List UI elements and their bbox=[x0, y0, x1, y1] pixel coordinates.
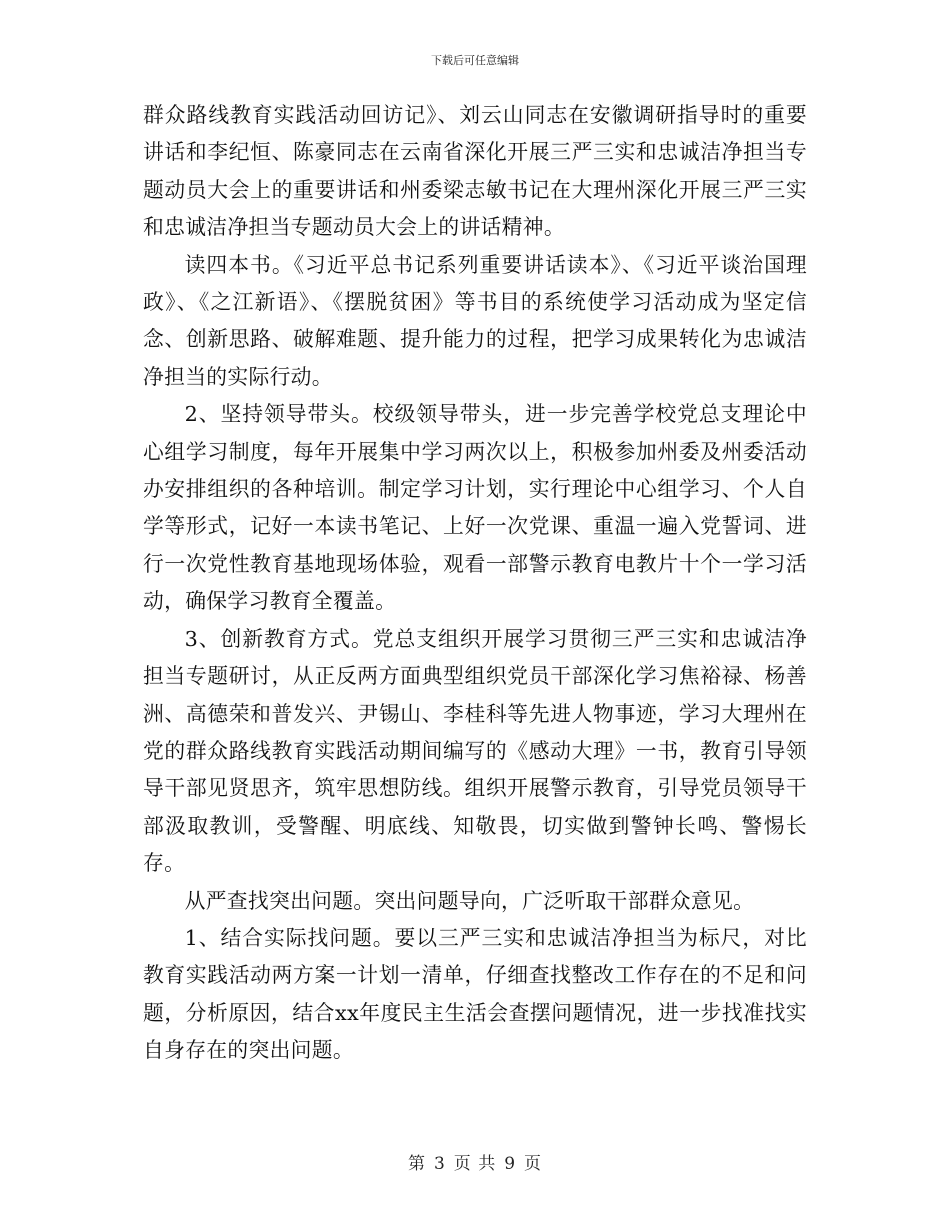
paragraph-find-problems-practice: 1、结合实际找问题。要以三严三实和忠诚洁净担当为标尺，对比教育实践活动两方案一计划一清单，仔细查找整改工作存在的不足和问题，分析原因，结合xx年度民主生活会查摆问题情况，进一步找准找实自身存在的突出问题。 bbox=[143, 925, 807, 1063]
paragraph-find-problems-heading: 从严查找突出问题。突出问题导向，广泛听取干部群众意见。 bbox=[184, 888, 755, 913]
paragraph-leadership: 2、坚持领导带头。校级领导带头，进一步完善学校党总支理论中心组学习制度，每年开展集中学习两次以上，积极参加州委及州委活动办安排组织的各种培训。制定学习计划，实行理论中心组学习、个人自学等形式，记好一本读书笔记、上好一次党课、重温一遍入党誓词、进行一次党性教育基地现场体验，观看一部警示教育电教片十个一学习活动，确保学习教育全覆盖。 bbox=[143, 402, 807, 614]
footer-page-number: 3 bbox=[433, 1154, 446, 1174]
footer-suffix: 页 bbox=[524, 1154, 543, 1174]
footer-total-pages: 9 bbox=[504, 1154, 517, 1174]
paragraph-continuation: 群众路线教育实践活动回访记》、刘云山同志在安徽调研指导时的重要讲话和李纪恒、陈豪同志在云南省深化开展三严三实和忠诚洁净担当专题动员大会上的重要讲话和州委梁志敏书记在大理州深化开展三严三实和忠诚洁净担当专题动员大会上的讲话精神。 bbox=[143, 103, 807, 240]
page-header: 下载后可任意编辑 bbox=[431, 54, 519, 67]
document-body bbox=[143, 97, 807, 1070]
footer-middle: 页 共 bbox=[453, 1154, 497, 1174]
paragraph-education-methods: 3、创新教育方式。党总支组织开展学习贯彻三严三实和忠诚洁净担当专题研讨，从正反两方面典型组织党员干部深化学习焦裕禄、杨善洲、高德荣和普发兴、尹锡山、李桂科等先进人物事迹，学习大理州在党的群众路线教育实践活动期间编写的《感动大理》一书，教育引导领导干部见贤思齐，筑牢思想防线。组织开展警示教育，引导党员领导干部汲取教训，受警醒、明底线、知敬畏，切实做到警钟长鸣、警惕长存。 bbox=[143, 626, 807, 876]
paragraph-read-four-books: 读四本书。《习近平总书记系列重要讲话读本》、《习近平谈治国理政》、《之江新语》、《摆脱贫困》等书目的系统使学习活动成为坚定信念、创新思路、破解难题、提升能力的过程，把学习成果转化为忠诚洁净担当的实际行动。 bbox=[143, 252, 807, 389]
footer-prefix: 第 bbox=[407, 1154, 426, 1174]
page-footer bbox=[0, 1153, 950, 1175]
